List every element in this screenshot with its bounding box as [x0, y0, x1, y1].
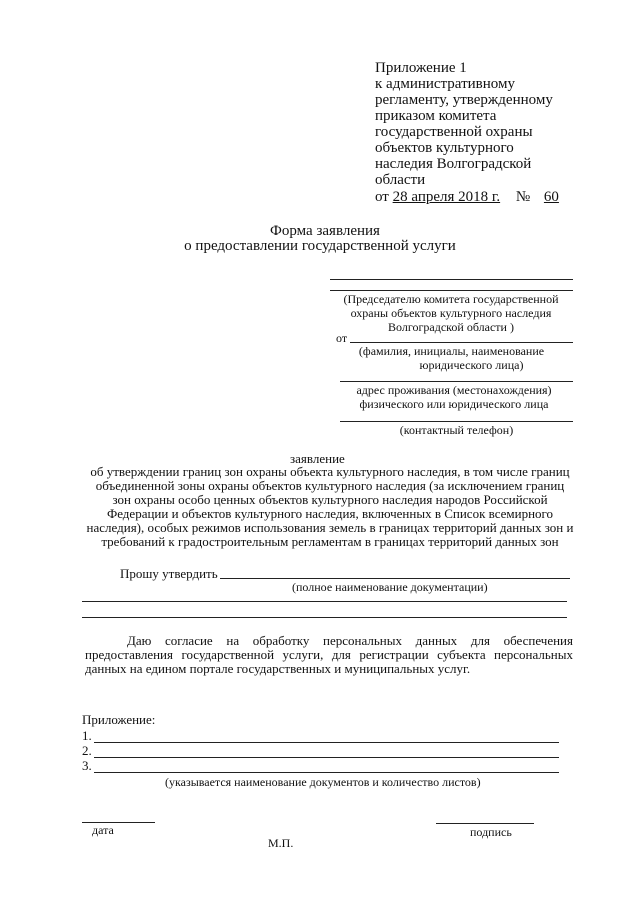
form-title	[0, 224, 640, 254]
appendix-line: объектов культурного	[375, 140, 514, 156]
signature-line[interactable]	[436, 823, 534, 824]
attachment-item: 3.	[82, 758, 92, 773]
phone-hint: (контактный телефон)	[399, 423, 514, 437]
appendix-line: наследия Волгоградской	[375, 156, 532, 172]
order-date-row	[375, 189, 559, 205]
appendix-line: государственной охраны	[375, 124, 533, 140]
order-number: 60	[543, 189, 559, 205]
addressee-blank-line[interactable]	[330, 279, 573, 280]
appendix-line: приказом комитета	[375, 108, 497, 124]
form-title-line1: Форма заявления	[270, 223, 380, 239]
request-extra-line[interactable]	[82, 617, 567, 618]
statement-heading: заявление	[290, 451, 345, 466]
attachment-line[interactable]	[94, 757, 559, 758]
stamp-label: М.П.	[268, 836, 294, 850]
attachment-line[interactable]	[94, 772, 559, 773]
statement-body: об утверждении границ зон охраны объекта культурного наследия, в том числе границ объединенной зоны охраны объектов культурного наследия (за исключением границ зон охраны особо ценных объектов культурного наследия народов Российской Федерации и объектов культурного наследия, включенных в Список всемирного наследия), особых режимов использования земель в границах территорий данных зон и требований к градостроительным регламентам в границах территорий данных зон	[86, 464, 574, 549]
appendix-line: Приложение 1	[375, 60, 467, 76]
request-label: Прошу утвердить	[120, 566, 218, 581]
recipient-line: Волгоградской области )	[388, 320, 514, 334]
order-date: 28 апреля 2018 г.	[392, 189, 501, 205]
address-line[interactable]	[340, 381, 573, 382]
name-hint-line: юридического лица)	[419, 358, 524, 372]
appendix-line: области	[375, 172, 426, 188]
attachment-item: 2.	[82, 743, 92, 758]
attachment-line[interactable]	[94, 742, 559, 743]
address-hint-line: адрес проживания (местонахождения)	[356, 383, 552, 397]
request-documentation-line[interactable]	[220, 578, 570, 579]
recipient-line: охраны объектов культурного наследия	[350, 306, 552, 320]
request-extra-line[interactable]	[82, 601, 567, 602]
recipient-block	[322, 292, 580, 334]
address-hint	[335, 383, 573, 411]
attachments-label: Приложение:	[82, 712, 156, 727]
request-hint: (полное наименование документации)	[292, 580, 488, 594]
appendix-line: регламенту, утвержденному	[375, 92, 553, 108]
attachments-hint: (указывается наименование документов и количество листов)	[165, 775, 481, 789]
number-label: №	[515, 189, 531, 205]
name-hint-line: (фамилия, инициалы, наименование	[358, 344, 545, 358]
attachment-item: 1.	[82, 728, 92, 743]
address-hint-line: физического или юридического лица	[359, 397, 549, 411]
form-title-line2: о предоставлении государственной услуги	[184, 238, 456, 254]
applicant-name-line[interactable]	[350, 342, 573, 343]
signature-label: подпись	[470, 825, 512, 839]
addressee-blank-line[interactable]	[330, 290, 573, 291]
date-label: дата	[92, 823, 114, 837]
appendix-line: к административному	[375, 76, 515, 92]
from-label: от	[336, 331, 348, 345]
phone-line[interactable]	[340, 421, 573, 422]
consent-text: Даю согласие на обработку персональных данных для обеспечения предоставления государственной услуги, для регистрации субъекта персональных данных на едином портале государственных и муниципальных услуг.	[85, 633, 573, 676]
name-hint	[330, 344, 573, 372]
date-prefix: от	[375, 189, 389, 205]
recipient-line: (Председателю комитета государственной	[343, 292, 559, 306]
appendix-header	[375, 60, 559, 205]
